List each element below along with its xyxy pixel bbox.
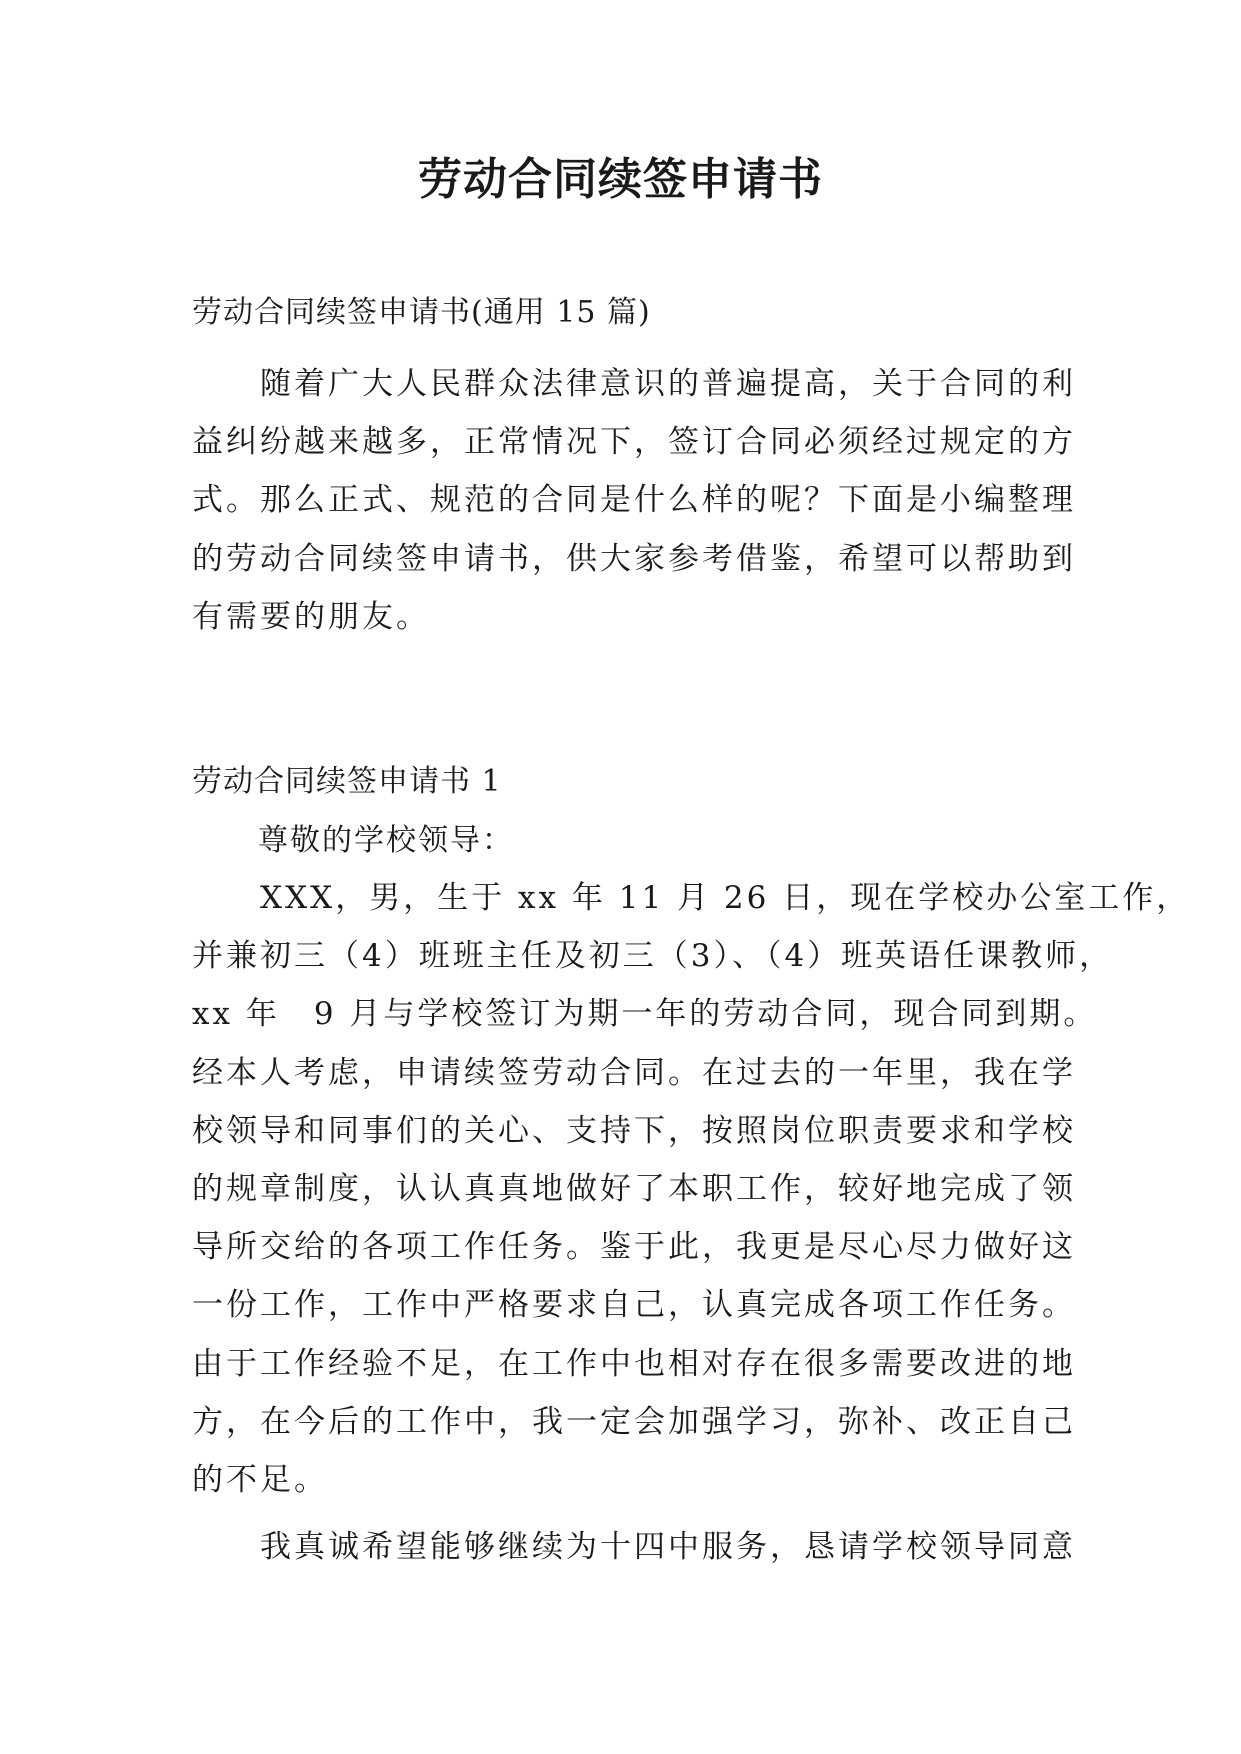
body-line: 并兼初三（4）班班主任及初三（3）、（4）班英语任课教师， [192,938,1114,975]
intro-line: 有需要的朋友。 [192,598,430,635]
closing-paragraph [192,1518,1076,1576]
body-line: 的规章制度，认认真真地做好了本职工作，较好地完成了领 [192,1170,1076,1207]
intro-line: 随着广大人民群众法律意识的普遍提高，关于合同的利 [192,366,1076,402]
body-line: xx 年 9 月与学校签订为期一年的劳动合同，现合同到期。 [192,996,1098,1033]
body-line: 经本人考虑，申请续签劳动合同。在过去的一年里，我在学 [192,1054,1076,1091]
body-line: 一份工作，工作中严格要求自己，认真完成各项工作任务。 [192,1287,1076,1324]
document-subtitle: 劳动合同续签申请书(通用 15 篇) [192,295,651,330]
body-line: 的不足。 [192,1461,328,1498]
body-line: 校领导和同事们的关心、支持下，按照岗位职责要求和学校 [192,1112,1076,1149]
intro-line: 益纠纷越来越多，正常情况下，签订合同必须经过规定的方 [192,424,1076,461]
document-title: 劳动合同续签申请书 [418,154,823,205]
intro-line: 式。那么正式、规范的合同是什么样的呢？下面是小编整理 [192,482,1076,519]
intro-paragraph [192,355,1076,646]
salutation: 尊敬的学校领导： [258,823,514,858]
section-heading: 劳动合同续签申请书 1 [192,764,502,799]
intro-line: 的劳动合同续签申请书，供大家参考借鉴，希望可以帮助到 [192,540,1076,577]
body-line: 导所交给的各项工作任务。鉴于此，我更是尽心尽力做好这 [192,1229,1076,1266]
closing-line: 我真诚希望能够继续为十四中服务，恳请学校领导同意 [192,1529,1076,1565]
body-line: 由于工作经验不足，在工作中也相对存在很多需要改进的地 [192,1345,1076,1382]
body-line: XXX，男，生于 xx 年 11 月 26 日，现在学校办公室工作， [192,880,1191,916]
body-line: 方，在今后的工作中，我一定会加强学习，弥补、改正自己 [192,1403,1076,1440]
body-paragraph [192,869,1191,1509]
